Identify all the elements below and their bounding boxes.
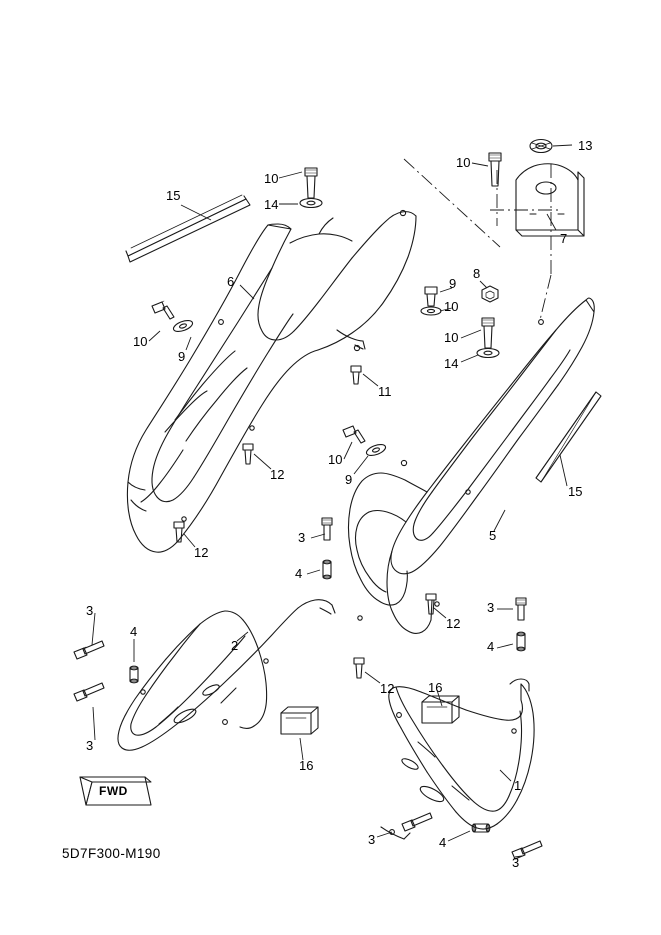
callout-12-a: 12: [270, 467, 285, 482]
callout-4-b: 4: [130, 624, 138, 639]
callout-4-a: 4: [295, 566, 303, 581]
callout-9-left: 9: [178, 349, 186, 364]
callout-1: 1: [514, 778, 522, 793]
callout-10-left: 10: [133, 334, 148, 349]
callout-4-c: 4: [487, 639, 495, 654]
callout-10-midright: 10: [444, 330, 459, 345]
callout-3-e: 3: [368, 832, 376, 847]
callout-12-d: 12: [380, 681, 395, 696]
callout-12-c: 12: [446, 616, 461, 631]
callout-15-right: 15: [568, 484, 583, 499]
callout-13: 13: [578, 138, 593, 153]
callout-2: 2: [231, 638, 239, 653]
callout-14-right: 14: [444, 356, 459, 371]
fwd-direction-label: FWD: [99, 784, 128, 798]
callout-4-d: 4: [439, 835, 447, 850]
callout-16-b: 16: [299, 758, 314, 773]
callout-9-mid: 9: [345, 472, 353, 487]
callout-10-topright: 10: [456, 155, 471, 170]
callout-6: 6: [227, 274, 235, 289]
callout-8: 8: [473, 266, 481, 281]
callout-14-top: 14: [264, 197, 279, 212]
callout-11: 11: [378, 384, 392, 399]
callout-15-left: 15: [166, 188, 181, 203]
callout-7: 7: [560, 231, 568, 246]
callout-5: 5: [489, 528, 497, 543]
callout-3-d: 3: [487, 600, 495, 615]
callout-9-right: 9: [449, 276, 457, 291]
callout-3-a: 3: [298, 530, 306, 545]
callout-10-right: 10: [444, 299, 459, 314]
callout-16-a: 16: [428, 680, 443, 695]
callout-12-b: 12: [194, 545, 209, 560]
callout-3-b: 3: [86, 603, 94, 618]
callout-10-top: 10: [264, 171, 279, 186]
callout-3-c: 3: [86, 738, 94, 753]
callout-3-f: 3: [512, 855, 520, 870]
callout-10-mid: 10: [328, 452, 343, 467]
part-code-label: 5D7F300-M190: [62, 846, 161, 861]
